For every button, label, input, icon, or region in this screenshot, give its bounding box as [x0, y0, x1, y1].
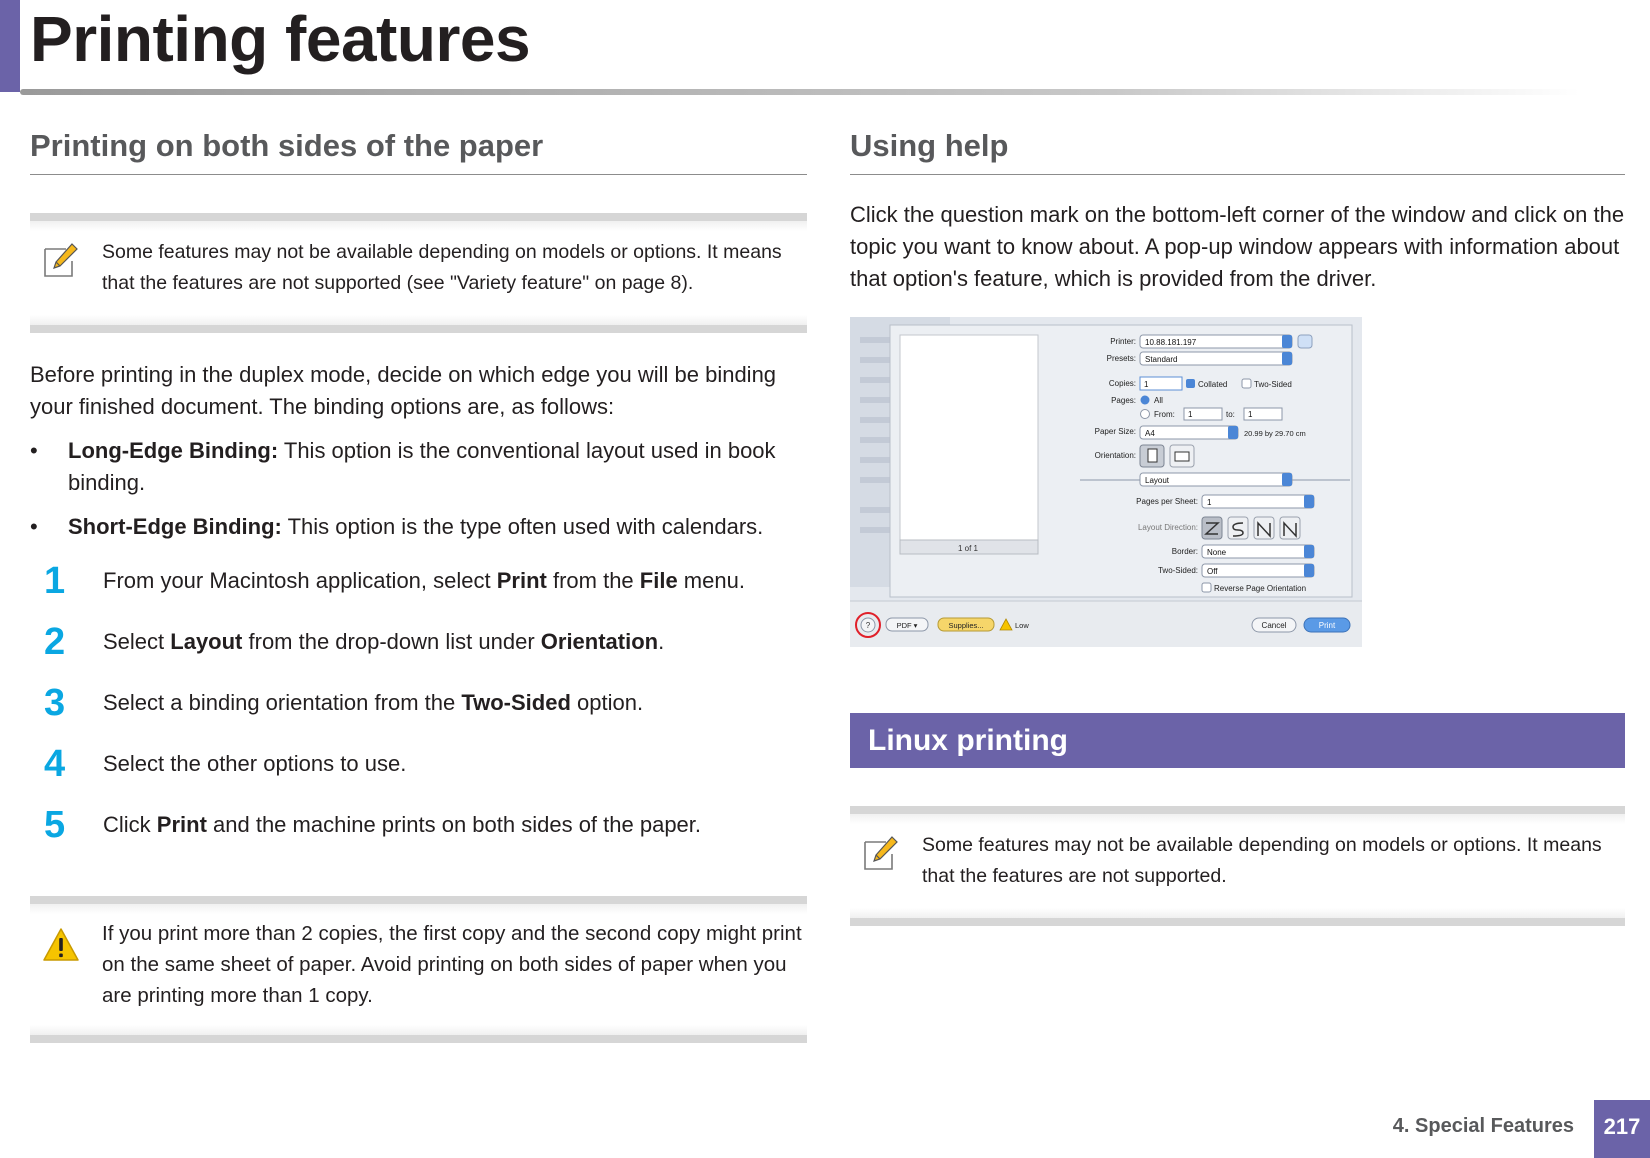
step-text: Click Print and the machine prints on both sides of the paper.: [103, 812, 702, 837]
note-text: Some features may not be available depending on models or options. It means that the features are not supported (see "Variety feature" on page 8).: [102, 241, 782, 294]
svg-text:1: 1: [1188, 410, 1193, 419]
pages-per-sheet-select[interactable]: [1202, 495, 1314, 508]
step-number: 2: [44, 621, 66, 663]
svg-text:Border:: Border:: [1171, 547, 1198, 556]
svg-text:?: ?: [865, 621, 871, 630]
step-number: 4: [44, 743, 66, 785]
bullet-term: Short-Edge Binding:: [68, 514, 282, 539]
svg-text:Pages per Sheet:: Pages per Sheet:: [1136, 497, 1198, 506]
help-intro: Click the question mark on the bottom-left corner of the window and click on the topic you want to know about. A pop-up window appears with information about that option's feature, which is provided from the driver.: [850, 202, 1625, 291]
svg-text:Layout: Layout: [1145, 476, 1170, 485]
chapter-label: 4. Special Features: [1392, 1115, 1574, 1137]
pages-from-radio[interactable]: [1141, 410, 1150, 419]
svg-text:1: 1: [1248, 410, 1253, 419]
svg-text:None: None: [1207, 548, 1227, 557]
print-dialog-screenshot: [850, 317, 1362, 647]
note-box: [30, 213, 807, 333]
binding-options-list: [30, 435, 807, 543]
step-item: [30, 681, 807, 742]
collated-checkbox[interactable]: [1186, 379, 1195, 388]
help-section-title: Using help: [850, 128, 1625, 175]
svg-text:Off: Off: [1207, 567, 1218, 576]
svg-text:Standard: Standard: [1145, 355, 1178, 364]
note-box: [850, 806, 1625, 926]
pages-all-radio[interactable]: [1141, 396, 1150, 405]
step-text: Select a binding orientation from the Two-Sided option.: [103, 690, 644, 715]
bullet-glyph: •: [30, 514, 38, 539]
svg-text:Two-Sided:: Two-Sided:: [1157, 566, 1198, 575]
svg-text:Low: Low: [1015, 621, 1029, 630]
header-accent-bar: [0, 0, 20, 92]
svg-text:Supplies...: Supplies...: [948, 621, 984, 630]
step-item: [30, 742, 807, 803]
page-number: 217: [1594, 1100, 1650, 1158]
duplex-intro: Before printing in the duplex mode, decide on which edge you will be binding your finished document. The binding options are, as follows:: [30, 362, 777, 419]
caution-triangle-icon: [42, 926, 80, 964]
bullet-text: This option is the conventional layout used in book binding.: [68, 438, 776, 495]
step-text: From your Macintosh application, select Print from the File menu.: [103, 568, 745, 593]
caution-box: [30, 896, 807, 1043]
svg-text:Copies:: Copies:: [1108, 379, 1136, 388]
duplex-section-title: Printing on both sides of the paper: [30, 128, 807, 175]
right-column: [850, 128, 1625, 926]
pencil-note-icon: [862, 834, 900, 872]
svg-text:Reverse Page Orientation: Reverse Page Orientation: [1214, 584, 1307, 593]
svg-text:Two-Sided: Two-Sided: [1254, 380, 1292, 389]
svg-text:Collated: Collated: [1198, 380, 1228, 389]
svg-text:1: 1: [1144, 380, 1149, 389]
step-number: 3: [44, 682, 66, 724]
caution-text: If you print more than 2 copies, the first copy and the second copy might print on the same sheet of paper. Avoid printing on both sides of paper when you are printing more than 1 copy.: [102, 922, 802, 1007]
svg-text:Pages:: Pages:: [1111, 396, 1136, 405]
svg-text:20.99 by 29.70 cm: 20.99 by 29.70 cm: [1244, 429, 1306, 438]
step-item: [30, 559, 807, 620]
svg-text:10.88.181.197: 10.88.181.197: [1145, 338, 1197, 347]
two-sided-checkbox[interactable]: [1242, 379, 1251, 388]
step-item: [30, 803, 807, 864]
svg-text:Printer:: Printer:: [1110, 337, 1136, 346]
svg-text:1: 1: [1207, 498, 1212, 507]
two-sided-select[interactable]: [1202, 564, 1314, 577]
svg-text:From:: From:: [1154, 410, 1175, 419]
svg-text:All: All: [1154, 396, 1163, 405]
bullet-text: This option is the type often used with calendars.: [281, 514, 764, 539]
step-text: Select Layout from the drop-down list under Orientation.: [103, 629, 665, 654]
svg-text:Print: Print: [1318, 621, 1336, 630]
title-divider: [20, 89, 1580, 95]
list-item: [30, 435, 807, 499]
page-preview: [900, 335, 1038, 547]
svg-text:Orientation:: Orientation:: [1094, 451, 1136, 460]
svg-text:A4: A4: [1145, 429, 1155, 438]
svg-text:Cancel: Cancel: [1261, 621, 1287, 630]
page-title: Printing features: [30, 3, 531, 75]
step-number: 1: [44, 560, 66, 602]
bullet-term: Long-Edge Binding:: [68, 438, 279, 463]
svg-text:Paper Size:: Paper Size:: [1094, 427, 1136, 436]
list-item: [30, 511, 807, 543]
step-text: Select the other options to use.: [103, 751, 407, 776]
bullet-glyph: •: [30, 438, 38, 463]
svg-text:PDF ▾: PDF ▾: [896, 621, 918, 630]
collapse-button[interactable]: [1298, 335, 1312, 348]
svg-text:to:: to:: [1226, 410, 1235, 419]
step-item: [30, 620, 807, 681]
left-column: [30, 128, 807, 1043]
linux-printing-heading: Linux printing: [850, 713, 1625, 768]
svg-text:Layout Direction:: Layout Direction:: [1137, 523, 1198, 532]
reverse-orientation-checkbox[interactable]: [1202, 583, 1211, 592]
svg-text:Presets:: Presets:: [1106, 354, 1136, 363]
page-nav-label: 1 of 1: [957, 544, 979, 553]
pencil-note-icon: [42, 241, 80, 279]
note-text: Some features may not be available depending on models or options. It means that the features are not supported.: [922, 834, 1602, 887]
step-number: 5: [44, 804, 66, 846]
steps-list: [30, 559, 807, 864]
